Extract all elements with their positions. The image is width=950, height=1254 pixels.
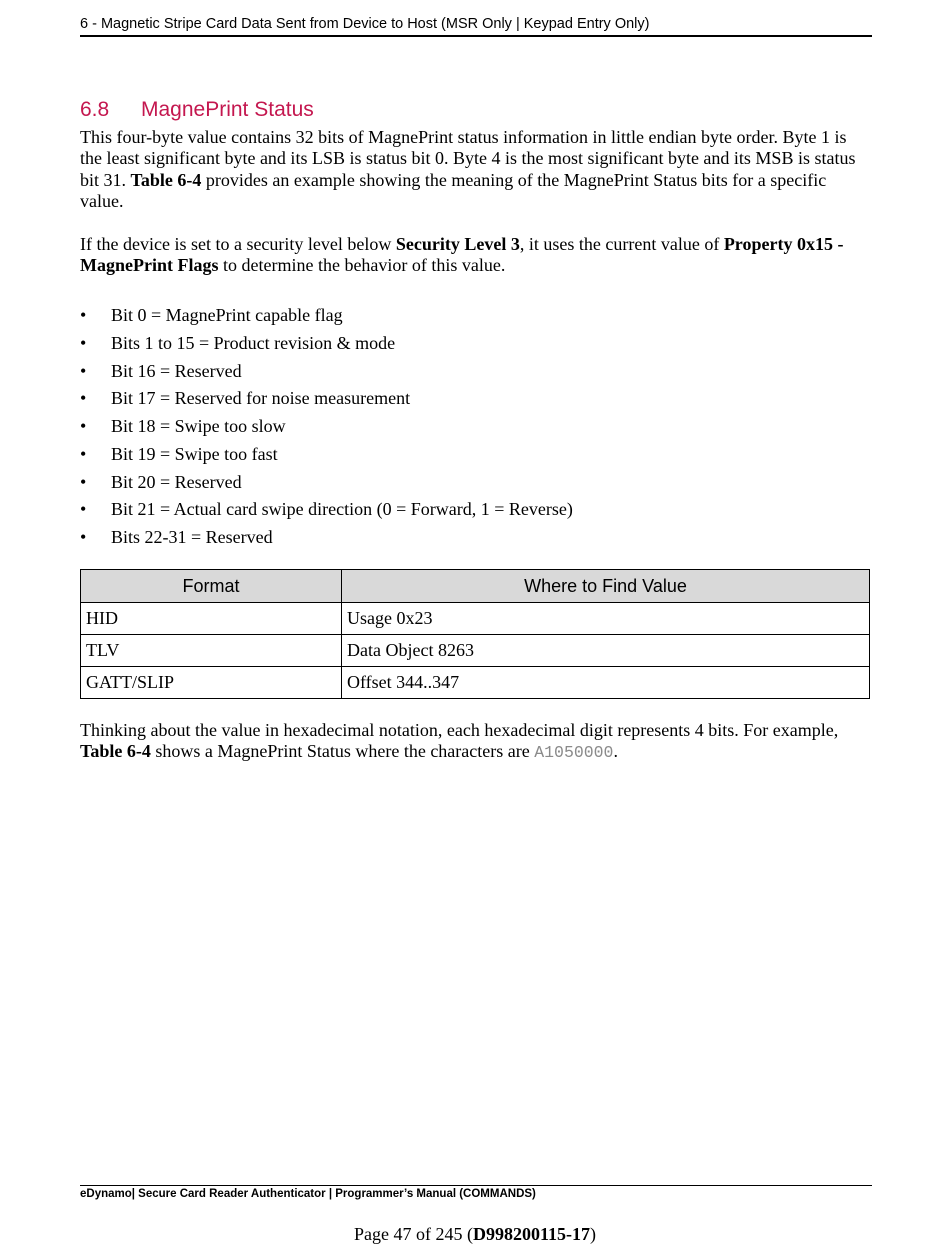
running-footer: eDynamo| Secure Card Reader Authenticator | Programmer’s Manual (COMMANDS) — [80, 1185, 872, 1200]
bullet-icon: • — [80, 527, 87, 547]
bullet-icon: • — [80, 443, 87, 464]
property-ref: Property 0x15 - MagnePrint Flags — [80, 234, 844, 276]
list-item — [80, 526, 573, 554]
security-text-2: , it uses the current value of — [519, 234, 724, 254]
list-item — [80, 332, 573, 360]
security-paragraph — [80, 234, 872, 277]
table-row — [81, 635, 870, 667]
table-header-row — [81, 570, 870, 603]
table-row — [81, 667, 870, 699]
table-reference: Table 6-4 — [80, 741, 151, 762]
hex-value: A1050000 — [534, 743, 614, 763]
section-heading — [80, 98, 314, 122]
hex-paragraph — [80, 720, 872, 764]
header-where-to-find: Where to Find Value — [342, 570, 870, 603]
list-item — [80, 360, 573, 388]
intro-text-2: provides an example showing the meaning of the MagnePrint Status bits for a specific value. — [80, 169, 827, 212]
list-item-text: Bit 21 = Actual card swipe direction (0 = Forward, 1 = Reverse) — [111, 499, 573, 520]
list-item — [80, 387, 573, 415]
table-cell: Offset 344..347 — [342, 667, 870, 699]
security-text-3: to determine the behavior of this value. — [218, 255, 506, 276]
list-item-text: Bit 16 = Reserved — [111, 360, 242, 381]
hex-text-1: Thinking about the value in hexadecimal notation, each hexadecimal digit represents 4 bits. For example, — [80, 720, 839, 740]
list-item-text: Bit 18 = Swipe too slow — [111, 416, 286, 436]
table-cell: Usage 0x23 — [342, 603, 870, 635]
list-item-text: Bits 1 to 15 = Product revision & mode — [111, 332, 396, 353]
page-number — [0, 1224, 950, 1245]
list-item — [80, 471, 573, 499]
list-item-text: Bit 20 = Reserved — [111, 471, 242, 492]
running-header: 6 - Magnetic Stripe Card Data Sent from Device to Host (MSR Only | Keypad Entry Only) — [80, 16, 872, 37]
hex-text-3: . — [613, 741, 618, 762]
table-cell: TLV — [81, 635, 342, 667]
bullet-icon: • — [80, 499, 87, 520]
list-item-text: Bit 19 = Swipe too fast — [111, 443, 278, 464]
list-item — [80, 304, 573, 332]
security-text-1: If the device is set to a security level below — [80, 234, 396, 254]
security-level-ref: Security Level 3 — [395, 234, 520, 254]
intro-paragraph — [80, 127, 872, 213]
list-item — [80, 443, 573, 471]
page-suffix: ) — [589, 1224, 596, 1244]
header-format: Format — [81, 570, 342, 603]
bullet-icon: • — [80, 305, 87, 325]
format-table — [80, 569, 870, 699]
list-item-text: Bit 17 = Reserved for noise measurement — [111, 388, 411, 409]
bullet-icon: • — [80, 471, 87, 492]
table-cell: Data Object 8263 — [342, 635, 870, 667]
page-prefix: Page 47 of 245 ( — [354, 1224, 473, 1244]
section-number: 6.8 — [80, 98, 110, 121]
list-item — [80, 498, 573, 526]
section-title: MagnePrint Status — [141, 98, 314, 121]
bullet-icon: • — [80, 332, 87, 353]
document-number: D998200115-17 — [472, 1224, 590, 1244]
bullet-icon: • — [80, 416, 87, 436]
table-reference: Table 6-4 — [130, 169, 202, 190]
table-row — [81, 603, 870, 635]
list-item — [80, 415, 573, 443]
list-item-text: Bits 22-31 = Reserved — [111, 527, 273, 547]
table-cell: GATT/SLIP — [81, 667, 342, 699]
intro-text-1: This four-byte value contains 32 bits of MagnePrint status information in little endian byte order. Byte 1 is the least significant byte and its LSB is status bit 0. Byte 4 is the most significant byte and its MSB is status bit 31. — [80, 127, 856, 190]
bullet-icon: • — [80, 388, 87, 409]
table-cell: HID — [81, 603, 342, 635]
bit-list — [80, 304, 573, 554]
list-item-text: Bit 0 = MagnePrint capable flag — [111, 305, 343, 325]
hex-text-2: shows a MagnePrint Status where the characters are — [150, 741, 535, 762]
bullet-icon: • — [80, 360, 87, 381]
